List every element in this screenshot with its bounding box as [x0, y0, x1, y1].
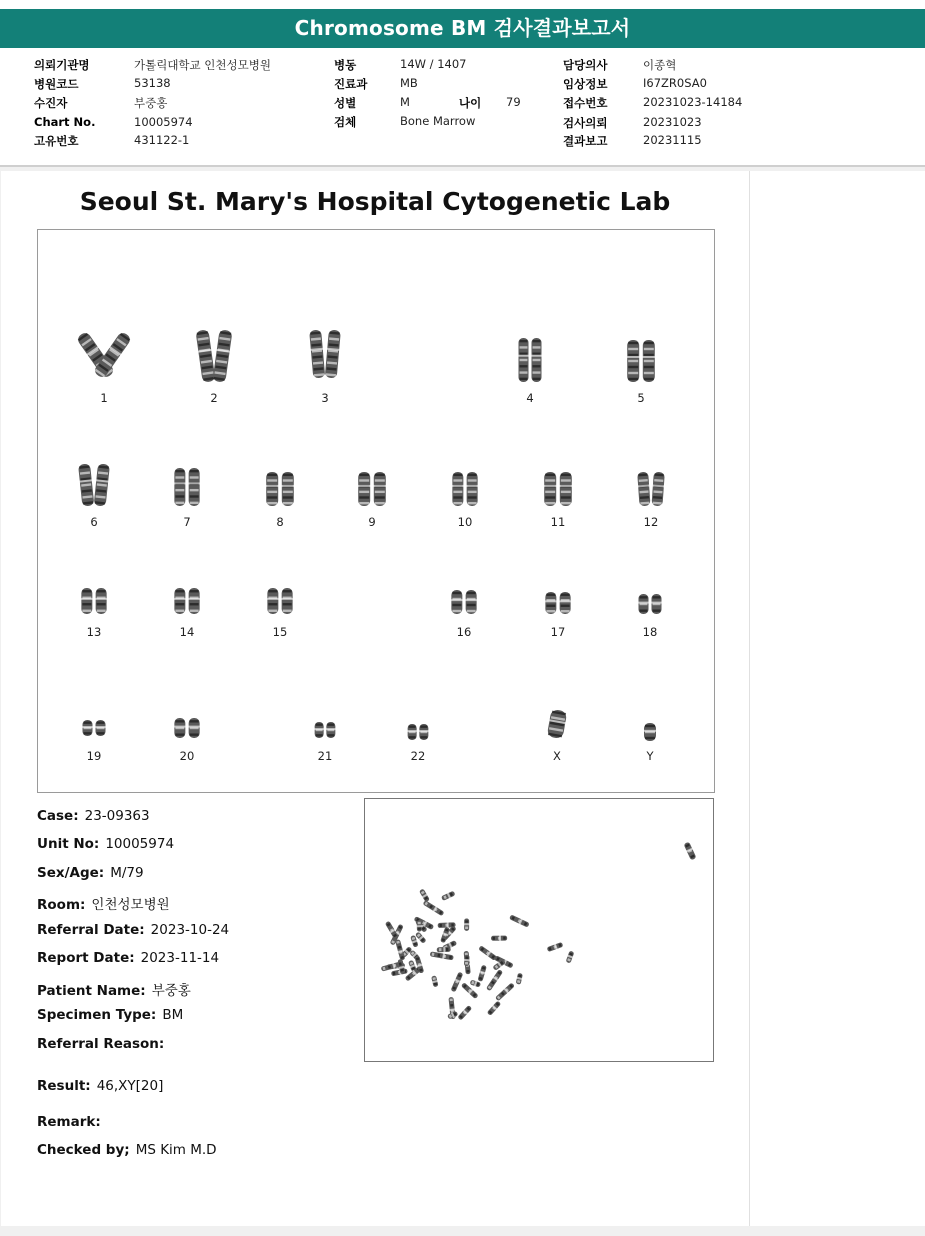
chromosome-pair-13-a [81, 588, 93, 614]
sex-age-value: M/79 [110, 865, 144, 881]
chromosome-pair-21-b [326, 722, 336, 738]
chromosome-pair-5-a [627, 340, 640, 382]
spread-chromosome-37 [441, 890, 456, 901]
chromosome-pair-17 [545, 592, 571, 614]
specimen-type-label: Specimen Type: [37, 1007, 157, 1023]
value-report-date: 20231115 [643, 133, 702, 147]
specimen-type-value: BM [162, 1007, 184, 1023]
room-label: Room: [37, 897, 86, 913]
chromosome-pair-18 [638, 594, 662, 614]
spread-chromosome-44 [394, 939, 405, 961]
unit-no-row [37, 836, 174, 852]
result-value: 46,XY[20] [96, 1078, 164, 1094]
spread-chromosome-27 [478, 945, 498, 961]
patient-name-label: Patient Name: [37, 983, 146, 999]
chromosome-pair-10-a [452, 472, 464, 506]
spread-chromosome-14 [477, 965, 487, 982]
chromosome-pair-8 [266, 472, 295, 506]
chromosome-pair-20 [174, 718, 200, 738]
chromosome-pair-14 [174, 588, 200, 614]
spread-chromosome-7 [486, 969, 504, 992]
patient-name-value: 부중홍 [151, 983, 191, 999]
label-institution: 의뢰기관명 [34, 58, 90, 72]
value-chart-no: 10005974 [134, 115, 193, 129]
spread-chromosome-17 [391, 968, 408, 977]
karyo-label-13: 13 [86, 625, 102, 639]
chromosome-pair-15-b [281, 588, 293, 614]
spread-outlier-1 [546, 941, 563, 952]
patient-info-header [0, 48, 925, 167]
case-value: 23-09363 [84, 808, 150, 824]
chromosome-pair-19-a [82, 720, 93, 736]
spread-chromosome-20 [509, 914, 530, 928]
chromosome-pair-15 [267, 588, 293, 614]
value-specimen: Bone Marrow [400, 114, 476, 128]
chromosome-pair-2-b [212, 329, 233, 382]
value-doctor: 이종혁 [643, 58, 677, 72]
karyo-label-12: 12 [643, 515, 659, 529]
chromosome-pair-22-b [419, 724, 429, 740]
label-specimen: 검체 [334, 115, 357, 129]
sex-age-label: Sex/Age: [37, 865, 105, 881]
remark-label: Remark: [37, 1114, 101, 1130]
chromosome-pair-13-b [95, 588, 107, 614]
chromosome-pair-15-a [267, 588, 279, 614]
karyo-label-18: 18 [642, 625, 658, 639]
karyo-label-2: 2 [210, 391, 218, 405]
report-date-row [37, 950, 219, 966]
chromosome-pair-19 [82, 720, 106, 736]
chromosome-pair-6-b [93, 463, 110, 506]
chromosome-pair-12-a [637, 472, 651, 507]
value-clinical-info: I67ZR0SA0 [643, 76, 707, 90]
chromosome-pair-12 [637, 472, 666, 507]
chromosome-pair-16-a [451, 590, 463, 614]
referral-reason-row [37, 1036, 170, 1052]
karyo-label-11: 11 [550, 515, 566, 529]
chromosome-pair-20-b [188, 718, 200, 738]
spread-chromosome-26 [495, 982, 516, 1002]
chromosome-pair-4-b [531, 338, 542, 382]
room-row [37, 893, 170, 913]
metaphase-spread-image [365, 799, 713, 1061]
label-unique-no: 고유번호 [34, 134, 79, 148]
chromosome-y [644, 723, 657, 741]
chromosome-pair-22-a [407, 724, 417, 740]
spread-chromosome-46 [430, 951, 454, 961]
chromosome-pair-9-b [373, 472, 386, 506]
chromosome-pair-12-b [651, 472, 665, 507]
karyo-label-21: 21 [317, 749, 333, 763]
case-label: Case: [37, 808, 79, 824]
spread-chromosome-9 [486, 1000, 501, 1016]
spread-chromosome-24 [416, 920, 422, 931]
chromosome-pair-3-b [324, 330, 341, 379]
chromosome-pair-9-a [358, 472, 371, 506]
chromosome-pair-21 [314, 722, 336, 738]
label-hospital-code: 병원코드 [34, 77, 79, 91]
karyo-label-17: 17 [550, 625, 566, 639]
chromosome-pair-2 [195, 329, 233, 382]
chromosome-pair-18-a [638, 594, 649, 614]
karyo-label-16: 16 [456, 625, 472, 639]
value-age: 79 [506, 95, 521, 109]
chromosome-pair-20-a [174, 718, 186, 738]
label-request-date: 검사의뢰 [563, 116, 608, 130]
chromosome-pair-22 [407, 724, 429, 740]
label-report-date: 결과보고 [563, 134, 608, 148]
unit-no-value: 10005974 [105, 836, 175, 852]
chromosome-pair-13 [81, 588, 107, 614]
chromosome-pair-21-a [314, 722, 324, 738]
label-sex: 성별 [334, 96, 357, 110]
chromosome-pair-9 [358, 472, 387, 506]
karyo-label-10: 10 [457, 515, 473, 529]
chromosome-pair-7-a [174, 468, 186, 506]
karyo-label-3: 3 [321, 391, 329, 405]
label-chart-no: Chart No. [34, 115, 96, 129]
chromosome-pair-6-a [78, 463, 95, 506]
chromosome-pair-6 [78, 463, 111, 506]
referral-reason-label: Referral Reason: [37, 1036, 165, 1052]
karyo-label-1: 1 [100, 391, 108, 405]
chromosome-x [546, 709, 568, 740]
chromosome-pair-4-a [518, 338, 529, 382]
value-ward: 14W / 1407 [400, 57, 467, 71]
value-sex: M [400, 95, 410, 109]
label-age: 나이 [459, 96, 482, 110]
spread-chromosome-18 [450, 971, 464, 992]
label-ward: 병동 [334, 58, 357, 72]
label-doctor: 담당의사 [563, 58, 608, 72]
checked-by-label: Checked by; [37, 1142, 130, 1158]
chromosome-pair-3 [309, 330, 342, 379]
room-value: 인천성모병원 [91, 897, 170, 913]
spread-chromosome-42 [422, 900, 444, 917]
chromosome-pair-17-a [545, 592, 557, 614]
chromosome-pair-3-a [309, 330, 326, 379]
karyo-label-8: 8 [276, 515, 284, 529]
label-department: 진료과 [334, 77, 368, 91]
metaphase-chromosomes [381, 841, 697, 1021]
value-request-date: 20231023 [643, 115, 702, 129]
chromosome-pair-1 [75, 331, 132, 380]
value-department: MB [400, 76, 418, 90]
label-clinical-info: 임상정보 [563, 77, 608, 91]
right-blank-pane [750, 171, 925, 1226]
unit-no-label: Unit No: [37, 836, 100, 852]
chromosome-pair-8-a [266, 472, 279, 506]
spread-chromosome-28 [418, 888, 430, 902]
value-unique-no: 431122-1 [134, 133, 190, 147]
chromosome-pair-10 [452, 472, 478, 506]
karyo-label-y: Y [646, 749, 654, 763]
result-row [37, 1078, 163, 1094]
chromosome-pair-16 [451, 590, 477, 614]
metaphase-spread-panel [364, 798, 714, 1062]
chromosome-pair-2-a [195, 329, 216, 382]
spread-chromosome-16 [491, 935, 507, 941]
value-patient: 부중홍 [134, 96, 168, 110]
patient-name-row [37, 979, 191, 999]
referral-date-value: 2023-10-24 [150, 922, 230, 938]
label-receipt-no: 접수번호 [563, 96, 608, 110]
karyo-label-4: 4 [526, 391, 534, 405]
specimen-type-row [37, 1007, 183, 1023]
chromosome-pair-14-a [174, 588, 186, 614]
value-receipt-no: 20231023-14184 [643, 95, 743, 109]
chromosome-pair-14-b [188, 588, 200, 614]
chromosome-pair-19-b [95, 720, 106, 736]
chromosome-pair-8-b [281, 472, 294, 506]
chromosome-pair-4 [518, 338, 542, 382]
karyo-label-20: 20 [179, 749, 195, 763]
value-institution: 가톨릭대학교 인천성모병원 [134, 58, 271, 72]
chromosome-pair-11 [544, 472, 573, 506]
report-date-label: Report Date: [37, 950, 135, 966]
label-patient: 수진자 [34, 96, 68, 110]
report-title-bar [0, 9, 925, 48]
spread-chromosome-12 [457, 1005, 473, 1021]
chromosome-pair-7 [174, 468, 200, 506]
result-label: Result: [37, 1078, 91, 1094]
referral-date-label: Referral Date: [37, 922, 145, 938]
case-row [37, 808, 150, 824]
chromosome-pair-18-b [651, 594, 662, 614]
chromosome-pair-5 [627, 340, 656, 382]
chromosome-pair-7-b [188, 468, 200, 506]
chromosome-pair-5-b [642, 340, 655, 382]
referral-date-row [37, 922, 229, 938]
spread-outlier-3 [683, 841, 697, 860]
chromosome-pair-10-b [466, 472, 478, 506]
checked-by-row [37, 1142, 217, 1158]
spread-chromosome-31 [437, 946, 451, 953]
remark-row [37, 1114, 107, 1130]
lab-title: Seoul St. Mary's Hospital Cytogenetic Lab [79, 187, 671, 216]
karyogram-panel [37, 229, 715, 793]
spread-chromosome-38 [515, 973, 523, 985]
karyo-label-22: 22 [410, 749, 426, 763]
karyo-label-5: 5 [637, 391, 645, 405]
chromosome-pair-11-b [559, 472, 572, 506]
karyogram-image [38, 230, 714, 792]
karyo-label-6: 6 [90, 515, 98, 529]
spread-chromosome-11 [431, 975, 439, 987]
karyo-label-14: 14 [179, 625, 195, 639]
sex-age-row [37, 865, 144, 881]
karyo-label-15: 15 [272, 625, 288, 639]
karyo-label-19: 19 [86, 749, 102, 763]
karyo-label-7: 7 [183, 515, 191, 529]
report-date-value: 2023-11-14 [140, 950, 220, 966]
checked-by-value: MS Kim M.D [135, 1142, 217, 1158]
spread-outlier-2 [565, 950, 575, 963]
chromosome-pair-16-b [465, 590, 477, 614]
report-title: Chromosome BM 검사결과보고서 [294, 16, 631, 40]
value-hospital-code: 53138 [134, 76, 171, 90]
karyo-label-9: 9 [368, 515, 376, 529]
spread-chromosome-33 [464, 919, 470, 931]
report-sheet [1, 171, 750, 1226]
chromosome-pair-17-b [559, 592, 571, 614]
chromosome-pair-11-a [544, 472, 557, 506]
karyo-label-x: X [553, 749, 561, 763]
